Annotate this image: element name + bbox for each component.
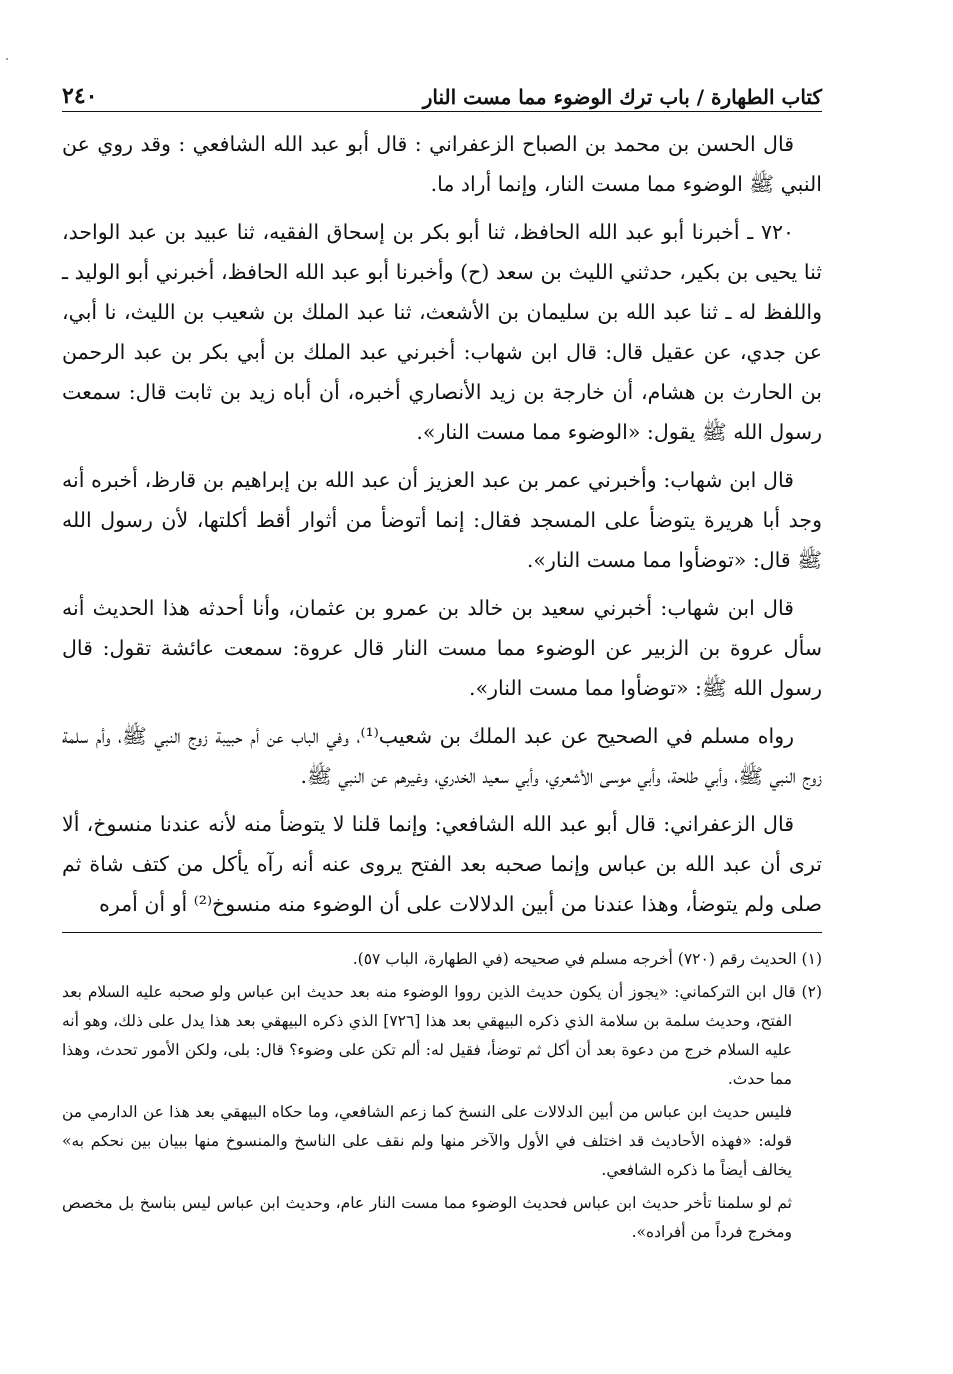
running-header	[62, 72, 822, 112]
page-number: ٢٤٠	[62, 83, 98, 109]
footnote: (١) الحديث رقم (٧٢٠) أخرجه مسلم في صحيحه (في الطهارة، الباب ٥٧).	[352, 950, 822, 968]
paragraph: قال الحسن بن محمد بن الصباح الزعفراني : قال أبو عبد الله الشافعي : وقد روي عن النبي ﷺ الوضوء مما مست النار، وإنما أراد ما.	[62, 132, 822, 196]
footnote-continuation: فليس حديث ابن عباس من أبين الدلالات على النسخ كما زعم الشافعي، وما حكاه البيهقي بعد هذا عن الدارمي من قوله: «فهذه الأحاديث قد اختلف في الأول والآخر منها ولم نقف على الناسخ والمنسوخ منها ببيان بين نحكم به» يخالف أيضاً ما ذكره الشافعي.	[62, 1103, 792, 1179]
footnotes	[62, 945, 822, 1247]
book-page	[62, 72, 822, 1251]
footnote-continuation: ثم لو سلمنا تأخر حديث ابن عباس فحديث الوضوء مما مست النار عام، وحديث ابن عباس ليس بناسخ بل مخصص ومخرج فرداً من أفراده».	[62, 1194, 792, 1241]
footnote: (٢) قال ابن التركماني: «يجوز أن يكون حديث الذين رووا الوضوء منه بعد حديث ابن عباس ولو صحبه عليه السلام بعد الفتح، وحديث سلمة بن سلامة الذي ذكره البيهقي بعد هذا [٧٢٦] الذي ذكره البيهقي بعد هذا يدل على ذلك، وهو أنه عليه السلام خرج من دعوة بعد أن أكل ثم توضأ، فقيل له: ألم تكن على وضوء؟ قال: بلى، ولكن الأمور تحدث، وهذا مما حدث.	[62, 983, 822, 1088]
paragraph: رواه مسلم في الصحيح عن عبد الملك بن شعيب⁽¹⁾، وفي الباب عن أم حبيبة زوج النبي ﷺ، وأم سلمة زوج النبي ﷺ، وأبي طلحة، وأبي موسى الأشعري، وأبي سعيد الخدري، وغيرهم عن النبي ﷺ.	[62, 724, 822, 788]
footnote-separator	[62, 932, 822, 933]
scan-mark	[6, 58, 8, 60]
paragraph: قال ابن شهاب: أخبرني سعيد بن خالد بن عمرو بن عثمان، وأنا أحدثه هذا الحديث أنه سأل عروة بن الزبير عن الوضوء مما مست النار قال عروة: سمعت عائشة تقول: قال رسول الله ﷺ: «توضأوا مما مست النار».	[62, 596, 822, 700]
main-text	[62, 124, 822, 924]
paragraph: قال ابن شهاب: وأخبرني عمر بن عبد العزيز أن عبد الله بن إبراهيم بن قارظ، أخبره أنه وجد أبا هريرة يتوضأ على المسجد فقال: إنما أتوضأ من أثوار أقط أكلتها، لأن رسول الله ﷺ قال: «توضأوا مما مست النار».	[62, 468, 822, 572]
chapter-title: كتاب الطهارة / باب ترك الوضوء مما مست النار	[422, 85, 822, 109]
paragraph: قال الزعفراني: قال أبو عبد الله الشافعي: وإنما قلنا لا يتوضأ منه لأنه عندنا منسوخ، ألا ترى أن عبد الله بن عباس وإنما صحبه بعد الفتح يروى عنه أنه رآه يأكل من كتف شاة ثم صلى ولم يتوضأ، وهذا عندنا من أبين الدلالات على أن الوضوء منه منسوخ⁽²⁾ أو أن أمره	[62, 812, 822, 916]
paragraph: ٧٢٠ ـ أخبرنا أبو عبد الله الحافظ، ثنا أبو بكر بن إسحاق الفقيه، ثنا عبيد بن عبد الواحد، ثنا يحيى بن بكير، حدثني الليث بن سعد (ح) وأخبرنا أبو عبد الله الحافظ، أخبرني أبو الوليد ـ واللفظ له ـ ثنا عبد الله بن سليمان بن الأشعث، ثنا عبد الملك بن شعيب بن الليث، نا أبي، عن جدي، عن عقيل قال: قال ابن شهاب: أخبرني عبد الملك بن أبي بكر بن عبد الرحمن بن الحارث بن هشام، أن خارجة بن زيد الأنصاري أخبره، أن أباه زيد بن ثابت قال: سمعت رسول الله ﷺ يقول: «الوضوء مما مست النار».	[62, 220, 822, 444]
